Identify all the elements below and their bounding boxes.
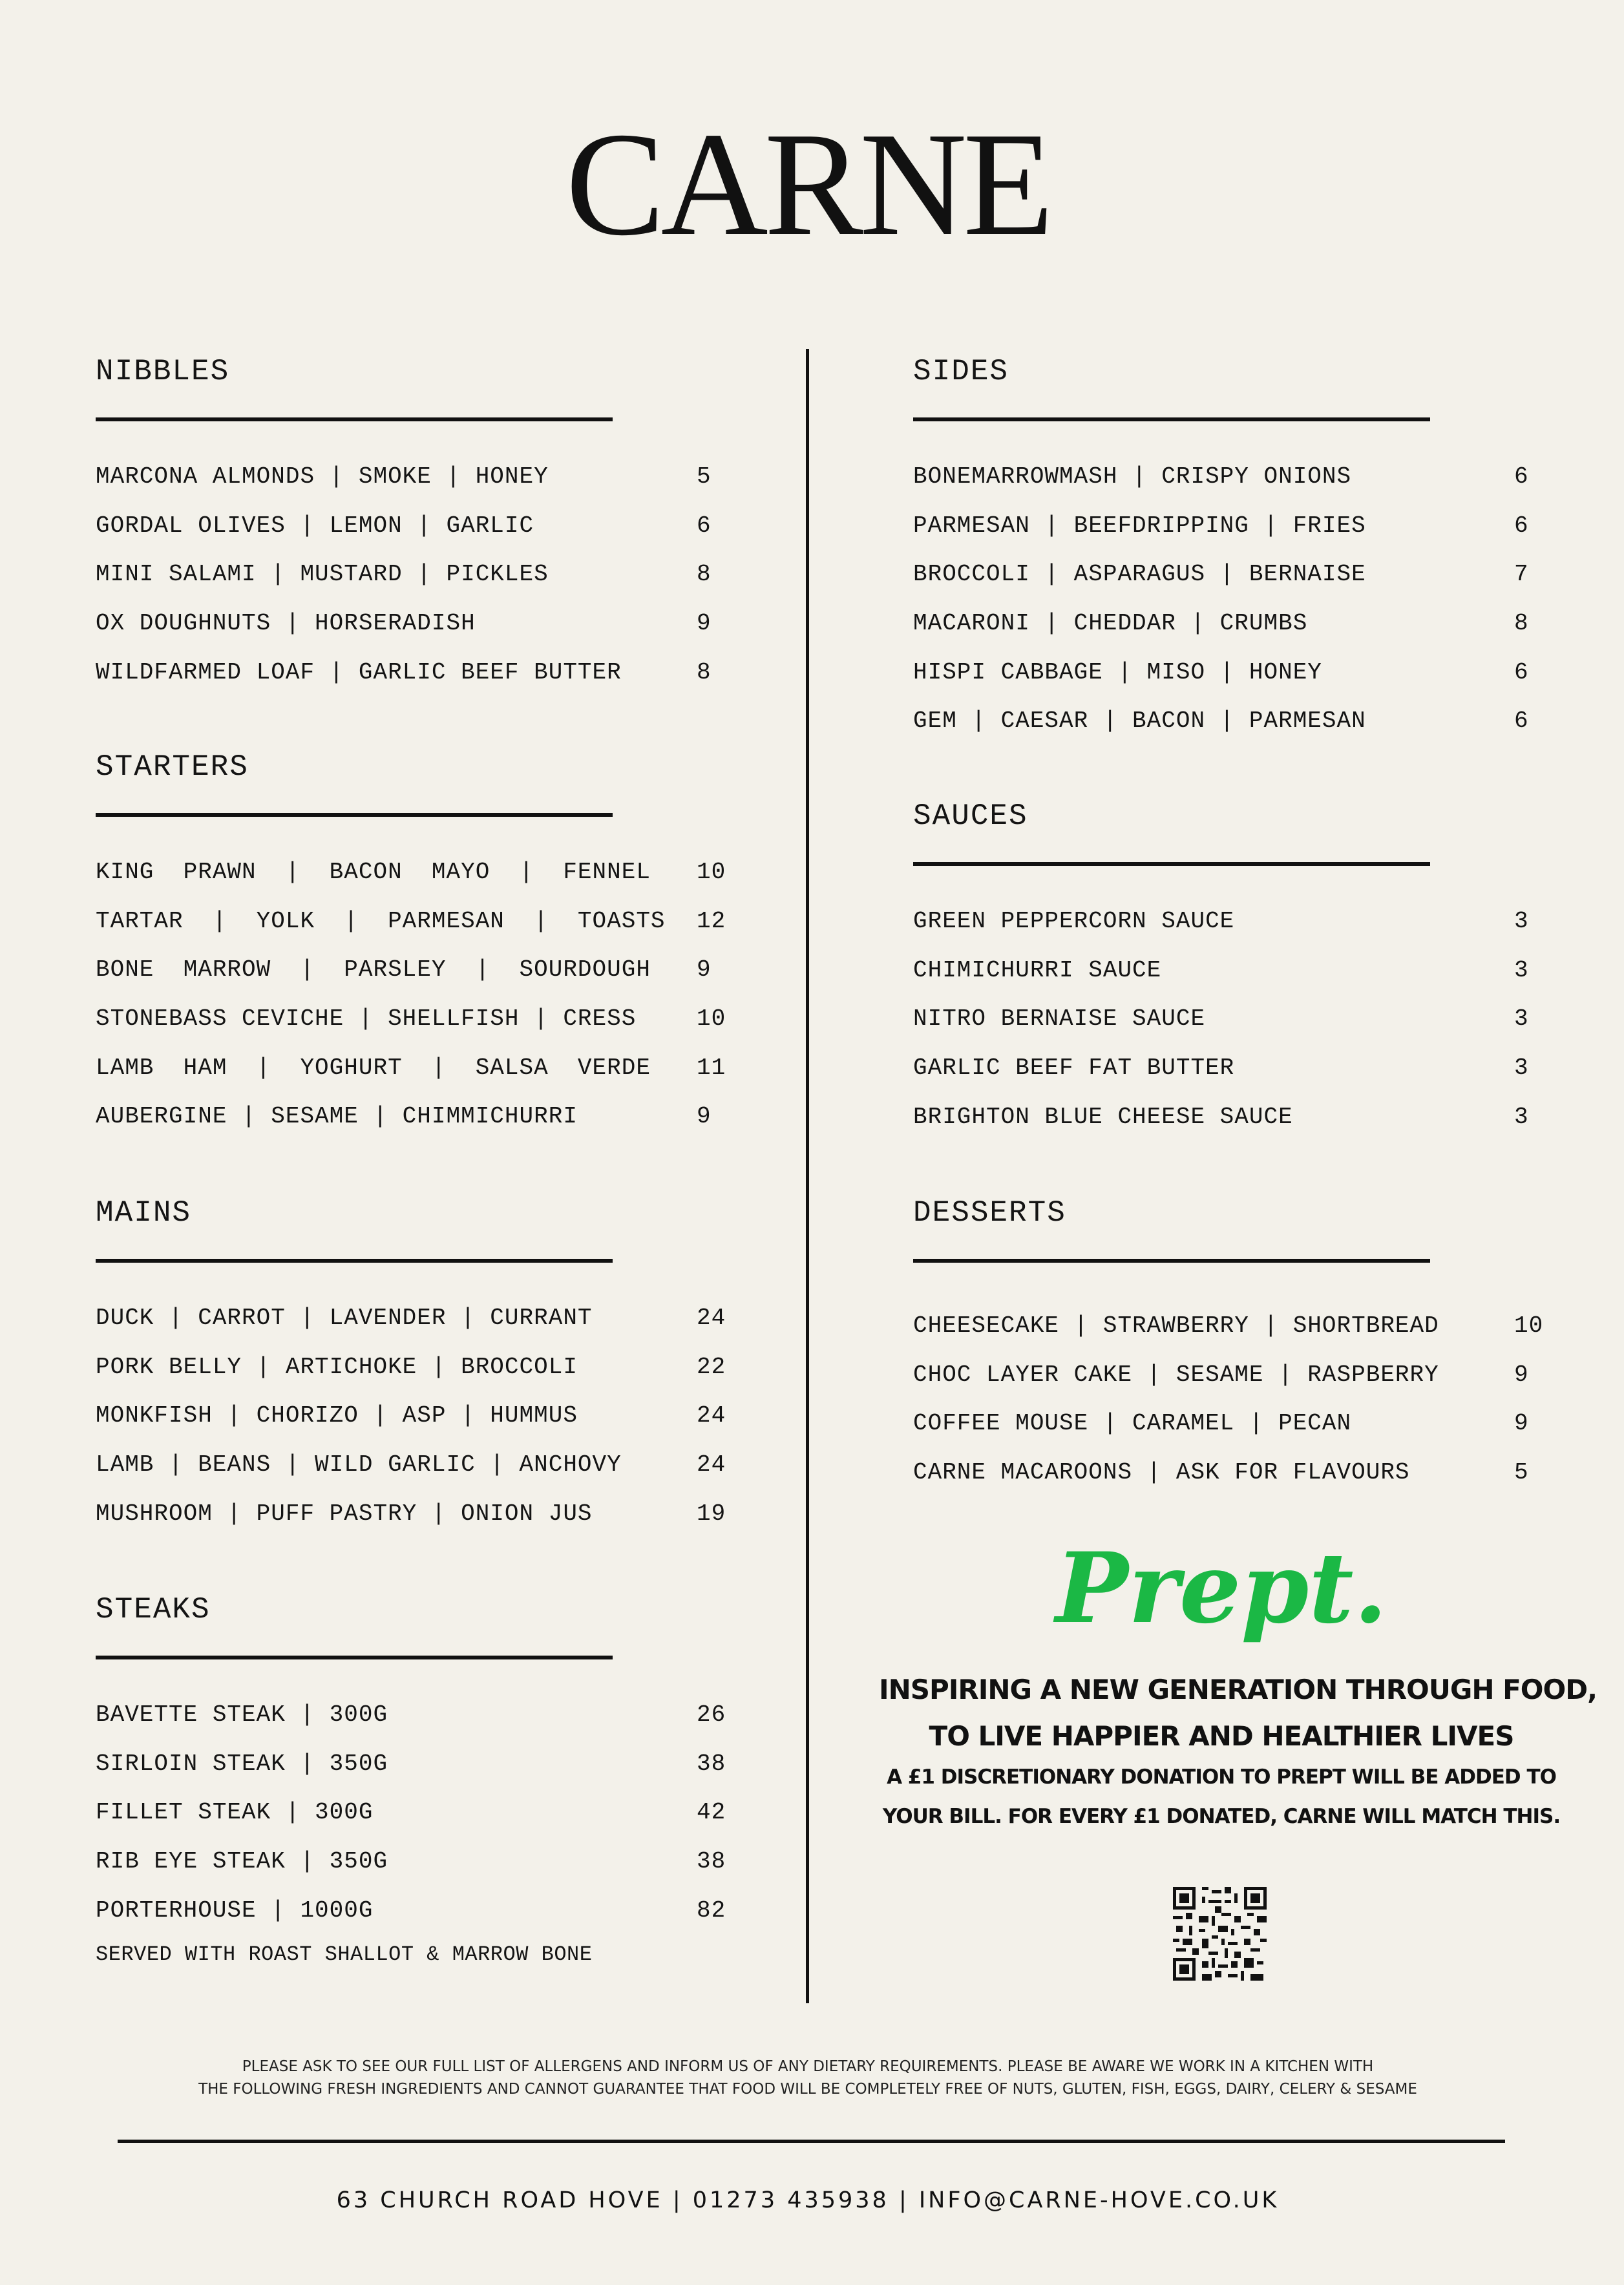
item-name: BONEMARROWMASH | CRISPY ONIONS	[913, 463, 1352, 490]
item-name: NITRO BERNAISE SAUCE	[913, 1006, 1206, 1033]
prept-logo	[1055, 1532, 1387, 1664]
item-list	[913, 1301, 1624, 1497]
menu-item	[96, 550, 807, 599]
menu-item	[96, 1740, 807, 1789]
section-title: STEAKS	[96, 1593, 211, 1627]
item-name: MUSHROOM | PUFF PASTRY | ONION JUS	[96, 1500, 593, 1527]
item-price: 8	[1514, 610, 1529, 637]
item-price: 5	[1514, 1459, 1529, 1486]
item-name: KING PRAWN | BACON MAYO | FENNEL	[96, 859, 651, 885]
menu-item	[913, 501, 1624, 551]
item-list	[96, 848, 807, 1141]
menu-item	[913, 550, 1624, 599]
prept-tagline-1: INSPIRING A NEW GENERATION THROUGH FOOD,	[879, 1674, 1598, 1705]
item-name: MARCONA ALMONDS | SMOKE | HONEY	[96, 463, 549, 490]
menu-item	[913, 1301, 1624, 1351]
item-price: 8	[697, 561, 712, 588]
section-sauces	[913, 794, 1624, 1130]
item-name: BONE MARROW | PARSLEY | SOURDOUGH	[96, 956, 651, 984]
item-name: DUCK | CARROT | LAVENDER | CURRANT	[96, 1305, 593, 1331]
item-price: 24	[697, 1305, 726, 1331]
item-name: RIB EYE STEAK | 350G	[96, 1848, 388, 1875]
section-title: NIBBLES	[96, 355, 230, 388]
item-name: HISPI CABBAGE | MISO | HONEY	[913, 658, 1322, 686]
item-price: 9	[697, 956, 712, 984]
menu-item	[913, 697, 1624, 746]
qr-code-icon[interactable]	[1173, 1887, 1267, 1981]
menu-item	[913, 1399, 1624, 1448]
menu-item	[913, 995, 1624, 1044]
item-price: 26	[697, 1701, 726, 1728]
section-title: SIDES	[913, 355, 1009, 388]
item-name: AUBERGINE | SESAME | CHIMMICHURRI	[96, 1103, 578, 1130]
menu-item	[96, 599, 807, 648]
item-price: 11	[697, 1054, 726, 1081]
menu-item	[913, 648, 1624, 697]
item-price: 6	[1514, 708, 1529, 735]
item-name: MACARONI | CHEDDAR | CRUMBS	[913, 610, 1308, 637]
steaks-note: SERVED WITH ROAST SHALLOT & MARROW BONE	[96, 1943, 593, 1966]
menu-item	[913, 452, 1624, 501]
item-name: PORTERHOUSE | 1000G	[96, 1897, 374, 1924]
section-starters	[96, 744, 807, 1130]
item-price: 19	[697, 1500, 726, 1527]
prept-tagline-2: TO LIVE HAPPIER AND HEALTHIER LIVES	[929, 1720, 1514, 1752]
menu-item	[96, 501, 807, 551]
item-price: 9	[1514, 1410, 1529, 1437]
menu-item	[96, 945, 807, 995]
menu-item	[96, 452, 807, 501]
item-price: 12	[697, 907, 726, 934]
item-name: LAMB | BEANS | WILD GARLIC | ANCHOVY	[96, 1451, 622, 1479]
section-mains	[96, 1190, 807, 1527]
item-name: CHEESECAKE | STRAWBERRY | SHORTBREAD	[913, 1312, 1439, 1339]
item-name: CARNE MACAROONS | ASK FOR FLAVOURS	[913, 1459, 1410, 1486]
footer-contact: 63 CHURCH ROAD HOVE | 01273 435938 | INFO@CARNE-HOVE.CO.UK	[336, 2187, 1280, 2213]
item-name: PORK BELLY | ARTICHOKE | BROCCOLI	[96, 1353, 578, 1380]
item-name: GREEN PEPPERCORN SAUCE	[913, 908, 1235, 934]
item-price: 42	[697, 1799, 726, 1826]
item-price: 5	[697, 463, 712, 490]
item-price: 3	[1514, 1006, 1529, 1033]
menu-item	[96, 848, 807, 897]
section-rule	[913, 862, 1430, 866]
item-name: GORDAL OLIVES | LEMON | GARLIC	[96, 512, 534, 539]
item-price: 6	[697, 512, 712, 539]
section-title: DESSERTS	[913, 1196, 1066, 1230]
section-steaks	[96, 1587, 807, 1966]
section-rule	[913, 1259, 1430, 1263]
menu-item	[96, 648, 807, 697]
item-price: 9	[1514, 1361, 1529, 1388]
menu-item	[913, 1093, 1624, 1142]
menu-item	[96, 897, 807, 946]
item-price: 3	[1514, 908, 1529, 934]
menu-item	[96, 1440, 807, 1490]
item-name: CHOC LAYER CAKE | SESAME | RASPBERRY	[913, 1361, 1439, 1388]
item-price: 24	[697, 1451, 726, 1479]
allergen-notice-line-2: THE FOLLOWING FRESH INGREDIENTS AND CANNOT GUARANTEE THAT FOOD WILL BE COMPLETELY FREE OF NUTS, GLUTEN, FISH, EGGS, DAIRY, CELERY & SESAME	[198, 2081, 1417, 2098]
item-list	[96, 1690, 807, 1935]
item-price: 8	[697, 658, 712, 686]
section-rule	[96, 1656, 613, 1659]
item-price: 22	[697, 1353, 726, 1380]
menu-item	[913, 1044, 1624, 1093]
item-price: 38	[697, 1848, 726, 1875]
menu-item	[96, 1044, 807, 1093]
item-name: MINI SALAMI | MUSTARD | PICKLES	[96, 561, 549, 588]
item-price: 24	[697, 1402, 726, 1429]
item-name: GARLIC BEEF FAT BUTTER	[913, 1055, 1235, 1082]
item-price: 6	[1514, 463, 1529, 490]
item-name: BRIGHTON BLUE CHEESE SAUCE	[913, 1103, 1293, 1130]
menu-item	[96, 995, 807, 1044]
item-name: STONEBASS CEVICHE | SHELLFISH | CRESS	[96, 1006, 637, 1033]
item-name: FILLET STEAK | 300G	[96, 1799, 374, 1826]
item-name: LAMB HAM | YOGHURT | SALSA VERDE	[96, 1054, 651, 1081]
item-name: PARMESAN | BEEFDRIPPING | FRIES	[913, 512, 1366, 539]
item-name: COFFEE MOUSE | CARAMEL | PECAN	[913, 1410, 1352, 1437]
menu-item	[96, 1788, 807, 1837]
item-name: SIRLOIN STEAK | 350G	[96, 1750, 388, 1777]
page-title: CARNE	[565, 101, 1050, 266]
prept-donation-2: YOUR BILL. FOR EVERY £1 DONATED, CARNE WILL MATCH THIS.	[882, 1805, 1561, 1828]
item-name: MONKFISH | CHORIZO | ASP | HUMMUS	[96, 1402, 578, 1429]
menu-item	[96, 1294, 807, 1343]
menu-item	[96, 1886, 807, 1935]
item-price: 6	[1514, 512, 1529, 539]
item-price: 10	[697, 1006, 726, 1033]
item-list	[913, 452, 1624, 746]
section-rule	[96, 417, 613, 421]
menu-item	[913, 946, 1624, 995]
item-price: 7	[1514, 561, 1529, 588]
item-name: BAVETTE STEAK | 300G	[96, 1701, 388, 1728]
item-price: 10	[1514, 1312, 1544, 1339]
item-price: 38	[697, 1750, 726, 1777]
menu-item	[913, 1448, 1624, 1497]
item-name: OX DOUGHNUTS | HORSERADISH	[96, 610, 476, 637]
item-name: BROCCOLI | ASPARAGUS | BERNAISE	[913, 561, 1366, 588]
item-name: TARTAR | YOLK | PARMESAN | TOASTS	[96, 907, 666, 934]
item-price: 9	[697, 1103, 712, 1130]
section-title: STARTERS	[96, 750, 249, 784]
menu-item	[96, 1837, 807, 1886]
section-rule	[96, 1259, 613, 1263]
item-price: 3	[1514, 1055, 1529, 1082]
menu-item	[96, 1690, 807, 1740]
menu-item	[96, 1343, 807, 1392]
section-nibbles	[96, 349, 807, 686]
item-price: 6	[1514, 658, 1529, 686]
menu-item	[913, 1351, 1624, 1400]
item-list	[96, 1294, 807, 1538]
menu-item	[96, 1391, 807, 1440]
item-name: WILDFARMED LOAF | GARLIC BEEF BUTTER	[96, 658, 622, 686]
item-price: 82	[697, 1897, 726, 1924]
section-title: MAINS	[96, 1196, 192, 1230]
menu-item	[96, 1490, 807, 1539]
item-name: GEM | CAESAR | BACON | PARMESAN	[913, 708, 1366, 735]
item-name: CHIMICHURRI SAUCE	[913, 956, 1162, 984]
item-price: 3	[1514, 956, 1529, 984]
section-rule	[913, 417, 1430, 421]
prept-logo-text: Prept.	[1055, 1532, 1387, 1645]
item-list	[913, 897, 1624, 1141]
menu-item	[96, 1092, 807, 1141]
item-price: 9	[697, 610, 712, 637]
prept-donation-1: A £1 DISCRETIONARY DONATION TO PREPT WILL BE ADDED TO	[887, 1765, 1556, 1789]
menu-item	[913, 599, 1624, 648]
menu-item	[913, 897, 1624, 946]
section-sides	[913, 349, 1624, 735]
section-desserts	[913, 1190, 1624, 1486]
section-title: SAUCES	[913, 799, 1028, 833]
section-rule	[96, 813, 613, 817]
item-price: 3	[1514, 1103, 1529, 1130]
footer-rule	[118, 2140, 1505, 2143]
item-price: 10	[697, 859, 726, 885]
item-list	[96, 452, 807, 697]
allergen-notice-line-1: PLEASE ASK TO SEE OUR FULL LIST OF ALLERGENS AND INFORM US OF ANY DIETARY REQUIREMENTS. PLEASE BE AWARE WE WORK IN A KITCHEN WITH	[242, 2058, 1374, 2075]
